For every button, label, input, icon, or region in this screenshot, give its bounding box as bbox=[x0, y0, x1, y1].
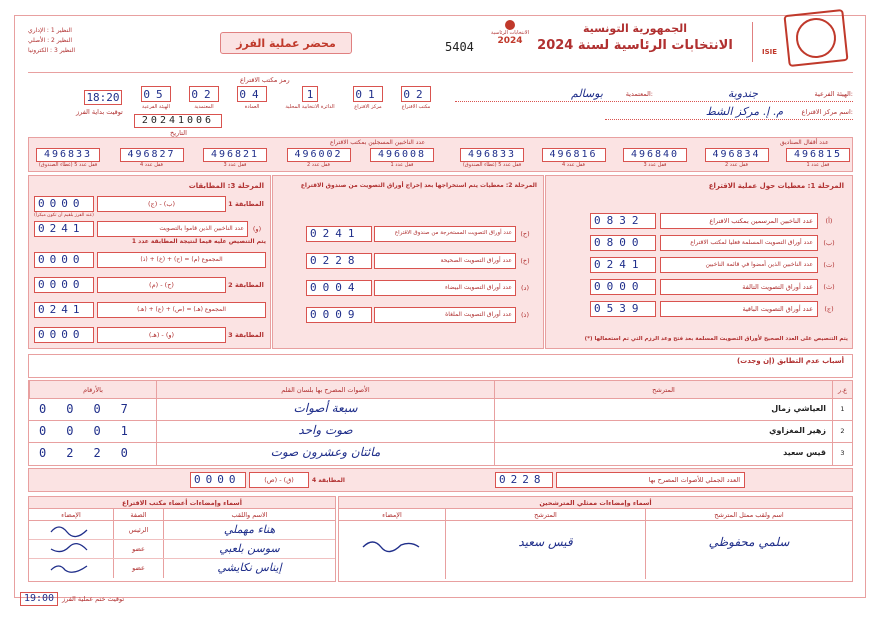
code-center: 01 bbox=[353, 86, 383, 102]
match1-row bbox=[34, 195, 266, 213]
left-note: النظير 3 : الكترونيا bbox=[28, 47, 76, 54]
sum-h-formula: المجموع (هـ) = (ص) + (ع) + (هـ) bbox=[97, 302, 266, 318]
code-label: مركز الاقتراع bbox=[354, 104, 382, 110]
candidate-words: سبعة أصوات bbox=[156, 399, 494, 420]
stage2-key: (د) bbox=[521, 283, 529, 292]
col-words-header: الأصوات المصرح بها بلسان القلم bbox=[156, 381, 494, 398]
match-hint: (عند الفرز بلقيم أن تكون مبكراً) bbox=[34, 213, 94, 218]
code-district: 1 bbox=[302, 86, 318, 102]
end-time: 19:00 bbox=[20, 592, 58, 606]
reasons-title: أسباب عدم التطابق (إن وجدت) bbox=[736, 357, 844, 365]
lock-value: 496833 bbox=[460, 148, 524, 162]
sum-m-value: 0000 bbox=[34, 252, 94, 268]
lock-value: 496008 bbox=[370, 148, 434, 162]
code-subregion: 05 bbox=[141, 86, 171, 102]
code-label: مكتب الاقتراع bbox=[401, 104, 431, 110]
date-label: التاريخ bbox=[170, 129, 187, 137]
match1-sub-key: (و) bbox=[252, 225, 262, 233]
candidate-num: 2 bbox=[832, 421, 852, 442]
stage1-label: عدد أوراق التصويت التالفة bbox=[660, 279, 818, 295]
reps-col-name: اسم ولقب ممثل المترشح bbox=[645, 509, 852, 520]
lock-label: قفل عدد 4 bbox=[140, 162, 163, 168]
stage2-value: 0009 bbox=[306, 307, 372, 323]
report-title-box bbox=[220, 32, 352, 54]
stage2-key: (ذ) bbox=[521, 310, 529, 319]
match1-sub-label: عدد الناخبين الذين قاموا بالتصويت bbox=[97, 221, 248, 237]
stage2-label: عدد أوراق التصويت المستخرجة من صندوق الاقتراع bbox=[374, 226, 516, 242]
stage1-key: (ب) bbox=[823, 239, 835, 247]
lock-value: 496002 bbox=[287, 148, 351, 162]
match2-row bbox=[34, 276, 266, 294]
stage1-key: (ج) bbox=[824, 305, 834, 313]
stage1-key: (ث) bbox=[823, 283, 835, 291]
match2-value: 0000 bbox=[34, 277, 94, 293]
stage1-note: (*) يتم التنصيص على العدد الصحيح لأوراق التصويت المسلمة بعد فتح وعد الرزم التي تم استعمالها bbox=[584, 336, 848, 342]
stage1-label: عدد الناخبين المرسمين بمكتب الاقتراع bbox=[660, 213, 818, 229]
stage1-title: المرحلة 1: معطيات حول عملية الاقتراع bbox=[708, 182, 844, 190]
match3-label: المطابقة 3 bbox=[228, 331, 264, 339]
stage1-key: (أ) bbox=[825, 217, 833, 225]
sum-h-row bbox=[34, 301, 266, 319]
center-label: اسم مركز الاقتراع: bbox=[801, 108, 853, 116]
delegation-value: بوسالم bbox=[571, 87, 603, 100]
member-row bbox=[29, 540, 335, 559]
candidate-words: مائتان وعشرون صوت bbox=[156, 443, 494, 465]
member-row bbox=[29, 521, 335, 540]
col-digits-header: بالأرقام bbox=[29, 381, 156, 398]
logo-text: الانتخابات الرئاسية bbox=[490, 30, 530, 36]
candidate-name: قيس سعيد bbox=[494, 443, 832, 465]
member-name: سوسن بلعبي bbox=[163, 540, 335, 558]
stamp-seal-icon bbox=[794, 16, 838, 60]
match2-label: المطابقة 2 bbox=[228, 281, 264, 289]
member-signature bbox=[29, 540, 113, 558]
logo-year: 2024 bbox=[497, 36, 523, 46]
center-value: م. إ. مركز الشط bbox=[705, 105, 783, 118]
candidate-row bbox=[29, 421, 852, 443]
header-titles bbox=[530, 22, 740, 53]
candidate-digits: 0001 bbox=[39, 424, 148, 438]
lock-label: قفل عدد 1 bbox=[390, 162, 414, 168]
left-notes bbox=[28, 27, 218, 54]
candidate-digits: 0007 bbox=[39, 402, 148, 416]
lock-value: 496833 bbox=[36, 148, 100, 162]
stage1-row bbox=[590, 254, 840, 276]
match1-label: المطابقة 1 bbox=[228, 200, 264, 208]
member-name: هناء مهملي bbox=[163, 521, 335, 539]
lock-label: قفل عدد 3 bbox=[223, 162, 247, 168]
subregion-label: الهيئة الفرعية: bbox=[814, 90, 853, 98]
member-role: عضو bbox=[113, 540, 163, 558]
rep-signature-icon bbox=[361, 535, 421, 555]
start-time: 18:20 bbox=[84, 90, 122, 105]
stage2-value: 0228 bbox=[306, 253, 372, 269]
date-value: 20241006 bbox=[134, 114, 222, 128]
stage2-row bbox=[306, 220, 534, 247]
total-value: 0228 bbox=[495, 472, 553, 488]
stage1-label: عدد الناخبين الذين أمضوا في قائمة الناخبين bbox=[660, 257, 818, 273]
end-time-label: توقيت ختم عملية الفرز bbox=[62, 595, 125, 603]
lock-label: قفل عدد 3 bbox=[643, 162, 667, 168]
code-delegation: 02 bbox=[189, 86, 219, 102]
locks-left bbox=[36, 148, 434, 170]
stage1-label: عدد أوراق التصويت المسلمة فعليا لمكتب الاقتراع bbox=[660, 235, 818, 251]
stage1-row bbox=[590, 232, 840, 254]
stage1-value: 0832 bbox=[590, 213, 656, 229]
member-signature-icon bbox=[49, 541, 89, 557]
code-label: المعتمدية bbox=[194, 104, 214, 110]
code-imada: 04 bbox=[237, 86, 267, 102]
stage1-value: 0800 bbox=[590, 235, 656, 251]
candidate-name: العياشي زمال bbox=[494, 399, 832, 420]
lock-label: قفل عدد 1 bbox=[806, 162, 830, 168]
match3-row bbox=[34, 326, 266, 344]
stage1-row bbox=[590, 210, 840, 232]
candidate-row bbox=[29, 443, 852, 465]
match4-label: المطابقة 4 bbox=[312, 476, 345, 484]
reps-col-candidate: المترشح bbox=[445, 509, 645, 520]
stage2-label: عدد أوراق التصويت البيضاء bbox=[374, 280, 516, 296]
candidate-words: صوت واحد bbox=[156, 421, 494, 442]
reps-row bbox=[339, 521, 852, 579]
stage1-value: 0000 bbox=[590, 279, 656, 295]
match1-sub-row bbox=[34, 220, 266, 238]
lock-value: 496815 bbox=[786, 148, 850, 162]
stage1-row bbox=[590, 298, 840, 320]
members-col-signature: الإمضاء bbox=[61, 511, 81, 519]
stage1-key: (ت) bbox=[823, 261, 835, 269]
election-title: الانتخابات الرئاسية لسنة 2024 bbox=[537, 38, 733, 53]
subregion-row bbox=[455, 88, 853, 102]
col-name-header: المترشح bbox=[494, 381, 832, 398]
lock-value: 496827 bbox=[120, 148, 184, 162]
match4-formula: (ص) - (ق) bbox=[249, 472, 309, 488]
lock-label: قفل عدد 5 (غطاء الصندوق) bbox=[462, 162, 522, 168]
member-signature bbox=[29, 521, 113, 539]
member-signature-icon bbox=[49, 560, 89, 576]
col-num-header: ع.ر bbox=[832, 381, 852, 398]
center-row bbox=[605, 106, 853, 120]
reps-title: أسماء وإمضاءات ممثلي المترشحين bbox=[339, 497, 852, 509]
candidate-num: 1 bbox=[832, 399, 852, 420]
match4-block bbox=[190, 471, 350, 489]
candidate-name: زهير المغزاوي bbox=[494, 421, 832, 442]
stage2-row bbox=[306, 301, 534, 328]
stage2-title: المرحلة 2: معطيات يتم استخراجها بعد إخراج أوراق التصويت من صندوق الاقتراع bbox=[300, 182, 537, 189]
lock-label: قفل عدد 2 bbox=[307, 162, 330, 168]
sum-h-value: 0241 bbox=[34, 302, 94, 318]
election-logo bbox=[490, 20, 530, 66]
stage2-rows bbox=[306, 220, 534, 328]
lock-label: قفل عدد 4 bbox=[562, 162, 585, 168]
stage2-row bbox=[306, 247, 534, 274]
member-signature bbox=[29, 559, 113, 578]
match2-formula: (م) - (ح) bbox=[97, 277, 226, 293]
rep-signature bbox=[339, 521, 445, 579]
stage1-label: عدد أوراق التصويت الباقية bbox=[660, 301, 818, 317]
isie-logo bbox=[752, 22, 786, 62]
candidate-row bbox=[29, 399, 852, 421]
stage2-key: (خ) bbox=[520, 256, 530, 265]
stage3-title: المرحلة 3: المطابقات bbox=[188, 182, 264, 190]
report-title: محضر عملية الفرز bbox=[236, 36, 336, 50]
country-title: الجمهورية التونسية bbox=[582, 22, 688, 35]
stage1-value: 0241 bbox=[590, 257, 656, 273]
rep-candidate: قيس سعيد bbox=[445, 521, 645, 579]
doc-number: 5404 bbox=[445, 40, 474, 54]
reasons-box bbox=[28, 354, 853, 378]
code-label: الدائرة الانتخابية المحلية bbox=[285, 104, 335, 110]
rep-name: سلمي محفوظي bbox=[645, 521, 852, 579]
member-role: عضو bbox=[113, 559, 163, 578]
sum-m-formula: المجموع (م) = (ح) + (خ) + (ذ) bbox=[97, 252, 266, 268]
members-table bbox=[28, 496, 336, 582]
members-header bbox=[29, 509, 335, 521]
isie-text: ISIE bbox=[761, 48, 778, 56]
member-role: الرئيس bbox=[113, 521, 163, 539]
left-note: النظير 1 : الإداري bbox=[28, 27, 72, 34]
office-code-label: رمز مكتب الاقتراع bbox=[240, 76, 290, 84]
code-office: 02 bbox=[401, 86, 431, 102]
reps-col-signature: الإمضاء bbox=[382, 511, 402, 519]
lock-value: 496816 bbox=[542, 148, 606, 162]
reps-table bbox=[338, 496, 853, 582]
match1-note: يتم التنصيص عليه فيما لنتيجة المطابقة عدد 1 bbox=[131, 238, 266, 245]
reps-header bbox=[339, 509, 852, 521]
match3-formula: (هـ) - (و) bbox=[97, 327, 226, 343]
match4-value: 0000 bbox=[190, 472, 246, 488]
match1-value: 0000 bbox=[34, 196, 94, 212]
code-label: العمادة bbox=[244, 104, 260, 110]
members-col-role: الصفة bbox=[113, 509, 163, 520]
total-block bbox=[495, 471, 745, 489]
stage2-label: عدد أوراق التصويت الصحيحة bbox=[374, 253, 516, 269]
stage1-rows bbox=[590, 210, 840, 320]
stage1-value: 0539 bbox=[590, 301, 656, 317]
locks-right bbox=[460, 148, 850, 170]
official-stamp bbox=[783, 9, 848, 67]
stage1-row bbox=[590, 276, 840, 298]
members-col-name: الاسم واللقب bbox=[163, 509, 335, 520]
match3-value: 0000 bbox=[34, 327, 94, 343]
member-name: إيناس نكايشي bbox=[163, 559, 335, 578]
locks-title-right: عدد أقفال الصناديق bbox=[780, 139, 829, 146]
match1-sub-value: 0241 bbox=[34, 221, 94, 237]
members-title: أسماء وإمضاءات أعضاء مكتب الاقتراع bbox=[29, 497, 335, 509]
stage3-content bbox=[34, 195, 266, 344]
stage2-key: (ح) bbox=[520, 229, 530, 238]
candidates-header bbox=[29, 381, 852, 399]
sum-m-row bbox=[34, 251, 266, 269]
lock-value: 496834 bbox=[705, 148, 769, 162]
match1-formula: (ج) - (ب) bbox=[97, 196, 226, 212]
code-boxes bbox=[136, 86, 436, 110]
stage2-row bbox=[306, 274, 534, 301]
stage2-value: 0241 bbox=[306, 226, 372, 242]
tunisia-flag-icon bbox=[505, 20, 515, 30]
lock-value: 496821 bbox=[203, 148, 267, 162]
subregion-value: جندوبة bbox=[727, 87, 758, 100]
stage2-label: عدد أوراق التصويت الملغاة bbox=[374, 307, 516, 323]
stage2-value: 0004 bbox=[306, 280, 372, 296]
total-label: العدد الجملي للأصوات المصرح بها bbox=[556, 472, 745, 488]
lock-label: قفل عدد 5 (غطاء الصندوق) bbox=[38, 162, 98, 168]
candidate-num: 3 bbox=[832, 443, 852, 465]
lock-value: 496840 bbox=[623, 148, 687, 162]
code-label: الهيئة الفرعية bbox=[142, 104, 170, 110]
lock-label: قفل عدد 2 bbox=[725, 162, 748, 168]
left-note: النظير 2 : الأصلي bbox=[28, 37, 73, 44]
locks-title-left: عدد الناخبين المسجلين بمكتب الاقتراع bbox=[330, 139, 426, 146]
delegation-label: المعتمدية: bbox=[625, 90, 653, 98]
member-signature-icon bbox=[49, 522, 89, 538]
start-time-label: توقيت بداية الفرز bbox=[76, 108, 123, 116]
candidate-digits: 0220 bbox=[39, 446, 148, 460]
candidates-table bbox=[28, 380, 853, 466]
member-row bbox=[29, 559, 335, 578]
